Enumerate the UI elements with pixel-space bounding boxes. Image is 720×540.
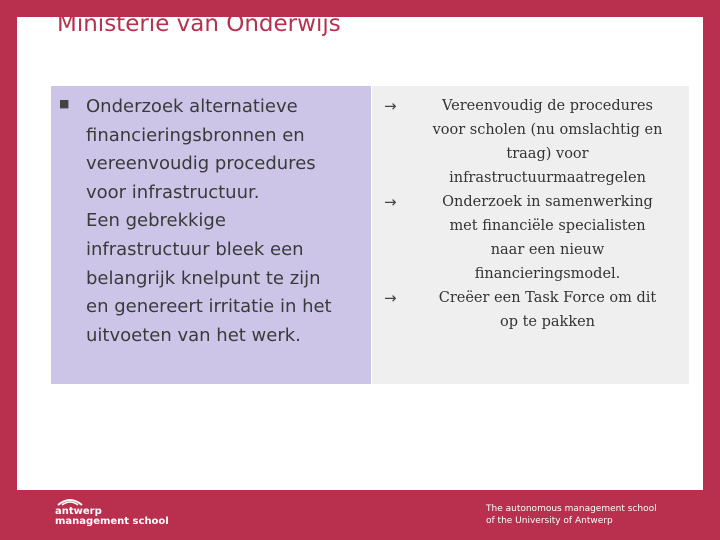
action-text-line: infrastructuurmaatregelen: [449, 170, 646, 186]
left-text-line: Een gebrekkige: [86, 210, 226, 232]
action-text-line: naar een nieuw: [490, 242, 605, 258]
action-text-line: met financiële specialisten: [449, 218, 646, 234]
square-bullet-icon: ■: [59, 97, 70, 110]
left-text-line: uitvoeten van het werk.: [86, 324, 301, 346]
left-content-panel: [51, 86, 371, 384]
right-arrow-icon: →: [384, 97, 397, 115]
action-text-line: Onderzoek in samenwerking: [442, 194, 653, 210]
tagline-line: The autonomous management school: [486, 504, 657, 514]
slide-title: Ministerie van Onderwijs: [57, 11, 341, 37]
action-item-text: [411, 94, 684, 190]
slide-canvas: [17, 11, 703, 490]
logo-text-management-school: management school: [55, 516, 169, 527]
action-text-line: traag) voor: [506, 146, 589, 162]
action-text-line: Vereenvoudig de procedures: [442, 98, 653, 114]
tagline-line: of the University of Antwerp: [486, 516, 613, 526]
left-bullet-text: [86, 93, 368, 350]
logo-arc-icon: [57, 496, 83, 506]
left-text-line: financieringsbronnen en: [86, 124, 305, 146]
left-text-line: infrastructuur bleek een: [86, 238, 304, 260]
action-text-line: op te pakken: [499, 314, 596, 330]
action-text-line: Creëer een Task Force om dit: [438, 290, 657, 306]
action-list: [384, 94, 684, 334]
left-text-line: Onderzoek alternatieve: [86, 96, 298, 117]
action-item: [384, 286, 684, 334]
action-item-text: [411, 286, 684, 334]
action-text-line: financieringsmodel.: [474, 266, 621, 282]
action-item: [384, 94, 684, 190]
left-text-line: belangrijk knelpunt te zijn: [86, 267, 321, 289]
right-content-panel: [372, 86, 689, 384]
logo-text-antwerp: antwerp: [55, 506, 102, 517]
left-text-line: voor infrastructuur.: [86, 181, 260, 203]
left-text-line: vereenvoudig procedures: [86, 153, 316, 175]
left-text-line: en genereert irritatie in het: [86, 296, 332, 318]
action-text-line: voor scholen (nu omslachtig en: [432, 122, 663, 138]
action-item: [384, 190, 684, 286]
action-item-text: [411, 190, 684, 286]
right-arrow-icon: →: [384, 193, 397, 211]
right-arrow-icon: →: [384, 289, 397, 307]
footer-tagline: [486, 503, 686, 527]
